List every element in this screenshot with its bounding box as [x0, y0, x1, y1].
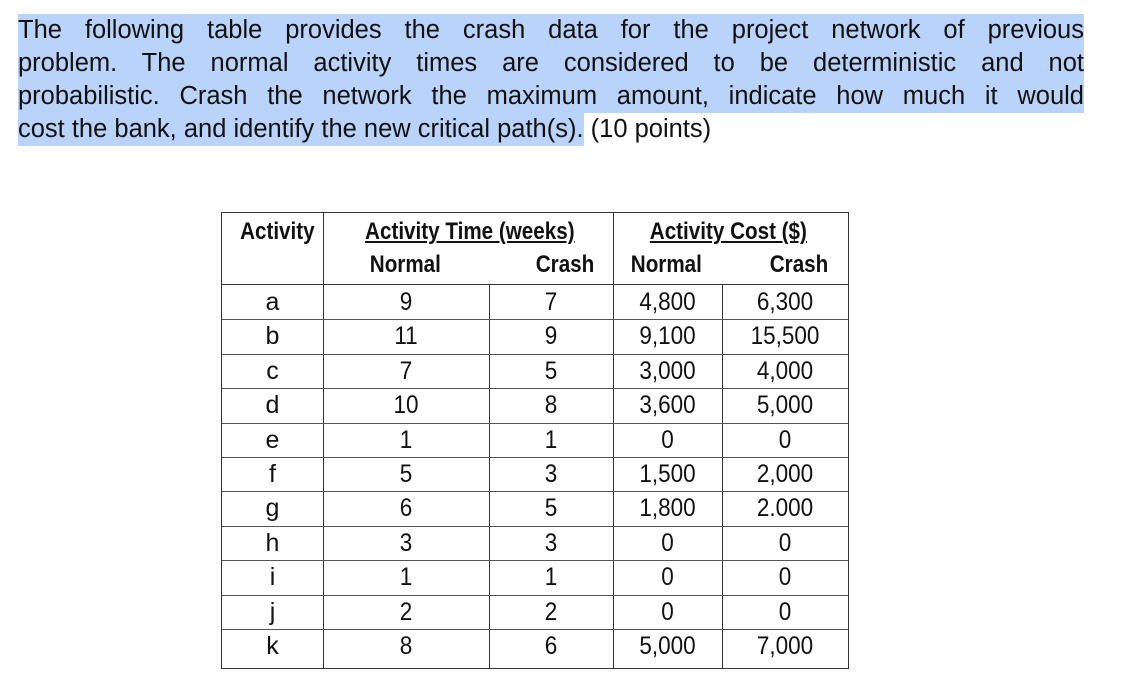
cell-normal-time: 11: [394, 322, 418, 351]
row-divider: [222, 423, 848, 424]
header-activity-cost: Activity Cost ($): [649, 218, 807, 245]
cell-normal-cost: 1,500: [639, 460, 696, 488]
cell-crash-time: 8: [544, 391, 558, 420]
header-normal-time: Normal: [369, 251, 441, 278]
cell-normal-cost: 4,800: [639, 288, 696, 316]
table-row: [222, 595, 848, 629]
cell-crash-cost: 0: [778, 528, 792, 557]
cell-crash-cost: 0: [778, 563, 792, 592]
cell-activity: a: [265, 288, 280, 316]
cell-activity: c: [266, 356, 279, 385]
cell-normal-cost: 0: [661, 563, 674, 592]
table-row: [222, 285, 848, 319]
prompt-line-2: [18, 47, 1084, 80]
prompt-line-2-text: problem. The normal activity times are considered to be deterministic and not: [18, 47, 1084, 80]
cell-normal-cost: 5,000: [639, 632, 696, 660]
cell-activity: d: [265, 391, 280, 420]
cell-crash-time: 1: [544, 563, 558, 592]
cell-normal-cost: 1,800: [639, 494, 696, 523]
cell-normal-time: 9: [399, 288, 413, 316]
question-prompt: [18, 14, 1084, 146]
header-normal-cost: Normal: [630, 251, 702, 278]
cell-crash-time: 1: [544, 425, 558, 454]
row-divider: [222, 629, 848, 630]
table-row: [222, 629, 848, 663]
cell-crash-time: 3: [544, 528, 558, 557]
cell-crash-time: 6: [544, 632, 558, 660]
cell-activity: g: [265, 494, 280, 523]
table-row: [222, 491, 848, 525]
cell-normal-cost: 3,000: [639, 356, 696, 385]
header-activity: Activity: [240, 218, 315, 245]
cell-activity: e: [265, 425, 280, 454]
prompt-line-1-text: The following table provides the crash data for the project network of previous: [18, 14, 1084, 47]
header-crash-time: Crash: [535, 251, 595, 278]
points-label: (10 points): [590, 115, 712, 143]
row-divider: [222, 595, 848, 596]
cell-normal-cost: 0: [661, 597, 674, 626]
header-activity-time: Activity Time (weeks): [365, 218, 575, 245]
row-divider: [222, 388, 848, 389]
cell-crash-time: 9: [544, 322, 558, 351]
cell-crash-time: 2: [544, 597, 558, 626]
table-row: [222, 560, 848, 594]
cell-crash-cost: 0: [778, 597, 792, 626]
cell-crash-time: 5: [544, 494, 558, 523]
cell-normal-cost: 0: [661, 528, 674, 557]
prompt-line-4-text: cost the bank, and identify the new critical path(s).: [18, 113, 584, 146]
table-row: [222, 423, 848, 457]
prompt-line-3: [18, 80, 1084, 113]
table-row: [222, 526, 848, 560]
cell-normal-time: 10: [393, 391, 419, 420]
cell-crash-cost: 2,000: [756, 460, 814, 488]
cell-crash-cost: 4,000: [756, 356, 814, 385]
cell-crash-time: 3: [544, 460, 558, 488]
cell-activity: j: [269, 597, 276, 626]
cell-normal-time: 3: [399, 528, 413, 557]
cell-crash-cost: 15,500: [750, 322, 820, 351]
row-divider: [222, 491, 848, 492]
cell-normal-cost: 3,600: [639, 391, 696, 420]
cell-crash-time: 5: [544, 356, 558, 385]
row-divider: [222, 457, 848, 458]
cell-activity: k: [266, 632, 279, 660]
table-header: [222, 213, 848, 285]
cell-normal-time: 8: [399, 632, 413, 660]
cell-activity: f: [269, 460, 276, 488]
cell-normal-cost: 9,100: [639, 322, 696, 351]
row-divider: [222, 319, 848, 320]
cell-activity: b: [265, 322, 280, 351]
table-row: [222, 319, 848, 353]
header-crash-cost: Crash: [769, 251, 829, 278]
cell-activity: h: [265, 528, 280, 557]
cell-crash-cost: 2.000: [756, 494, 814, 523]
cell-crash-cost: 0: [778, 425, 792, 454]
prompt-line-1: [18, 14, 1084, 47]
cell-crash-time: 7: [544, 288, 558, 316]
cell-normal-time: 1: [399, 563, 413, 592]
cell-normal-time: 6: [399, 494, 413, 523]
cell-normal-time: 7: [399, 356, 413, 385]
row-divider: [222, 526, 848, 527]
prompt-line-4: [18, 113, 1084, 146]
cell-normal-time: 1: [399, 425, 413, 454]
cell-normal-cost: 0: [661, 425, 674, 454]
cell-crash-cost: 6,300: [756, 288, 814, 316]
row-divider: [222, 354, 848, 355]
row-divider: [222, 560, 848, 561]
cell-activity: i: [269, 563, 276, 592]
table-row: [222, 354, 848, 388]
cell-crash-cost: 7,000: [756, 632, 814, 660]
crash-data-table: [221, 212, 849, 669]
cell-normal-time: 5: [399, 460, 413, 488]
cell-crash-cost: 5,000: [756, 391, 814, 420]
table-row: [222, 388, 848, 422]
prompt-line-3-text: probabilistic. Crash the network the maximum amount, indicate how much it would: [18, 80, 1084, 113]
cell-normal-time: 2: [399, 597, 413, 626]
table-row: [222, 457, 848, 491]
